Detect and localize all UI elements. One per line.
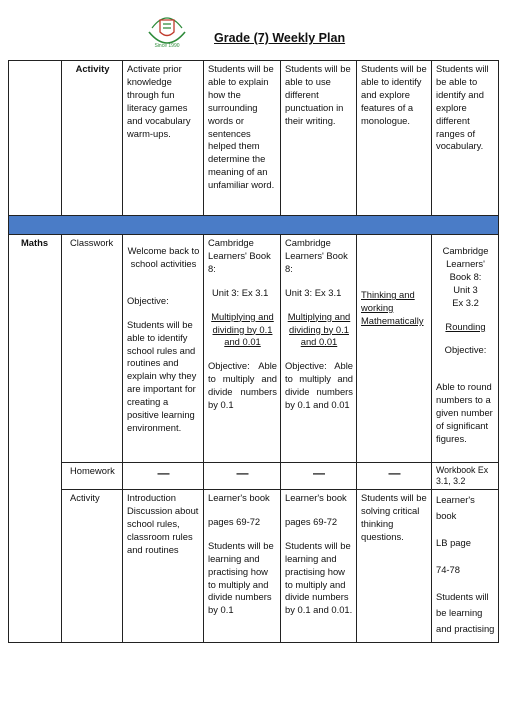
maths-classwork-row — [9, 235, 499, 463]
classwork-day5-topic: Rounding — [445, 320, 486, 332]
classwork-day5 — [432, 235, 499, 463]
maths-activity-row — [9, 490, 499, 643]
classwork-day1-intro: Welcome back to school activities — [127, 245, 200, 269]
maths-activity-day4: Students will be solving critical thinking questions. — [357, 490, 432, 643]
activity-day4: Students will be able to identify and explore features of a monologue. — [357, 61, 432, 216]
classwork-day5-objective-label: Objective: — [444, 344, 487, 356]
maths-activity-day5-text: Students will be learning and practising — [436, 591, 495, 634]
classwork-day3 — [281, 235, 357, 463]
classwork-day5-book: Cambridge Learners' Book 8: — [442, 245, 489, 282]
classwork-day2-unit: Unit 3: Ex 3.1 — [212, 286, 269, 298]
maths-activity-day5-pages: 74-78 — [436, 564, 460, 575]
school-logo — [146, 10, 188, 52]
english-activity-row — [9, 61, 499, 216]
classwork-day2 — [204, 235, 281, 463]
maths-activity-day1: Introduction Discussion about school rules, classroom rules and routines — [123, 490, 204, 643]
maths-activity-day3-text: Students will be learning and practising how to multiply and divide numbers by 0.1 and 0.01. — [285, 539, 353, 616]
maths-activity-day2-book: Learner's book — [208, 492, 270, 503]
maths-activity-day2-text: Students will be learning and practising how to multiply and divide numbers by 0.1 — [208, 539, 274, 616]
activity-day5: Students will be able to identify and explore different ranges of vocabulary. — [432, 61, 499, 216]
homework-day2: — — [204, 463, 281, 490]
activity-day3: Students will be able to use different punctuation in their writing. — [281, 61, 357, 216]
maths-activity-day2 — [204, 490, 281, 643]
classwork-day1 — [123, 235, 204, 463]
subject-cell-empty — [9, 61, 62, 216]
classwork-day4 — [357, 235, 432, 463]
subject-maths: Maths — [9, 235, 62, 643]
maths-activity-day2-pages: pages 69-72 — [208, 515, 261, 527]
page-title: Grade (7) Weekly Plan — [214, 31, 346, 45]
classwork-day3-objective: Objective: Able to multiply and divide numbers by 0.1 and 0.01 — [285, 360, 353, 411]
maths-activity-day5 — [432, 490, 499, 643]
classwork-day5-objective: Able to round numbers to a given number of significant figures. — [436, 381, 493, 444]
classwork-day1-objective: Students will be able to identify school rules and routines and explain why they are important for creating a positive learning environment. — [127, 318, 197, 433]
row-label-classwork: Classwork — [62, 235, 123, 463]
blue-separator-row — [9, 216, 499, 235]
classwork-day2-topic: Multiplying and dividing by 0.1 and 0.01 — [211, 310, 274, 348]
maths-activity-day3-pages: pages 69-72 — [285, 515, 338, 527]
classwork-day3-topic: Multiplying and dividing by 0.1 and 0.01 — [287, 310, 351, 348]
row-label-homework: Homework — [62, 463, 123, 490]
maths-activity-day3-book: Learner's book — [285, 492, 347, 503]
row-label-activity-maths: Activity — [62, 490, 123, 643]
activity-day2: Students will be able to explain how the surrounding words or sentences helped them determine the meaning of an unfamiliar word. — [204, 61, 281, 216]
homework-day4: — — [357, 463, 432, 490]
classwork-day5-unit: Unit 3 — [453, 283, 478, 295]
homework-day3: — — [281, 463, 357, 490]
blue-band — [9, 216, 499, 235]
classwork-day1-objective-label: Objective: — [127, 294, 169, 306]
classwork-day3-book: Cambridge Learners' Book 8: — [285, 237, 348, 274]
classwork-day4-topic: Thinking and working Mathematically — [361, 289, 424, 326]
maths-homework-row — [9, 463, 499, 490]
homework-day1: — — [123, 463, 204, 490]
classwork-day5-ex: Ex 3.2 — [452, 296, 479, 308]
classwork-day2-book: Cambridge Learners' Book 8: — [208, 237, 271, 274]
classwork-day2-objective: Objective: Able to multiply and divide numbers by 0.1 — [208, 360, 277, 411]
row-label-activity: Activity — [62, 61, 123, 216]
maths-activity-day3 — [281, 490, 357, 643]
activity-day1: Activate prior knowledge through fun literacy games and vocabulary warm-ups. — [123, 61, 204, 216]
weekly-plan-table — [8, 60, 499, 643]
maths-activity-day5-book: Learner's book — [436, 494, 475, 521]
maths-activity-day5-page-label: LB page — [436, 537, 471, 548]
homework-day5: Workbook Ex 3.1, 3.2 — [432, 463, 499, 490]
svg-text:Since 1990: Since 1990 — [154, 43, 180, 49]
classwork-day3-unit: Unit 3: Ex 3.1 — [285, 286, 342, 298]
